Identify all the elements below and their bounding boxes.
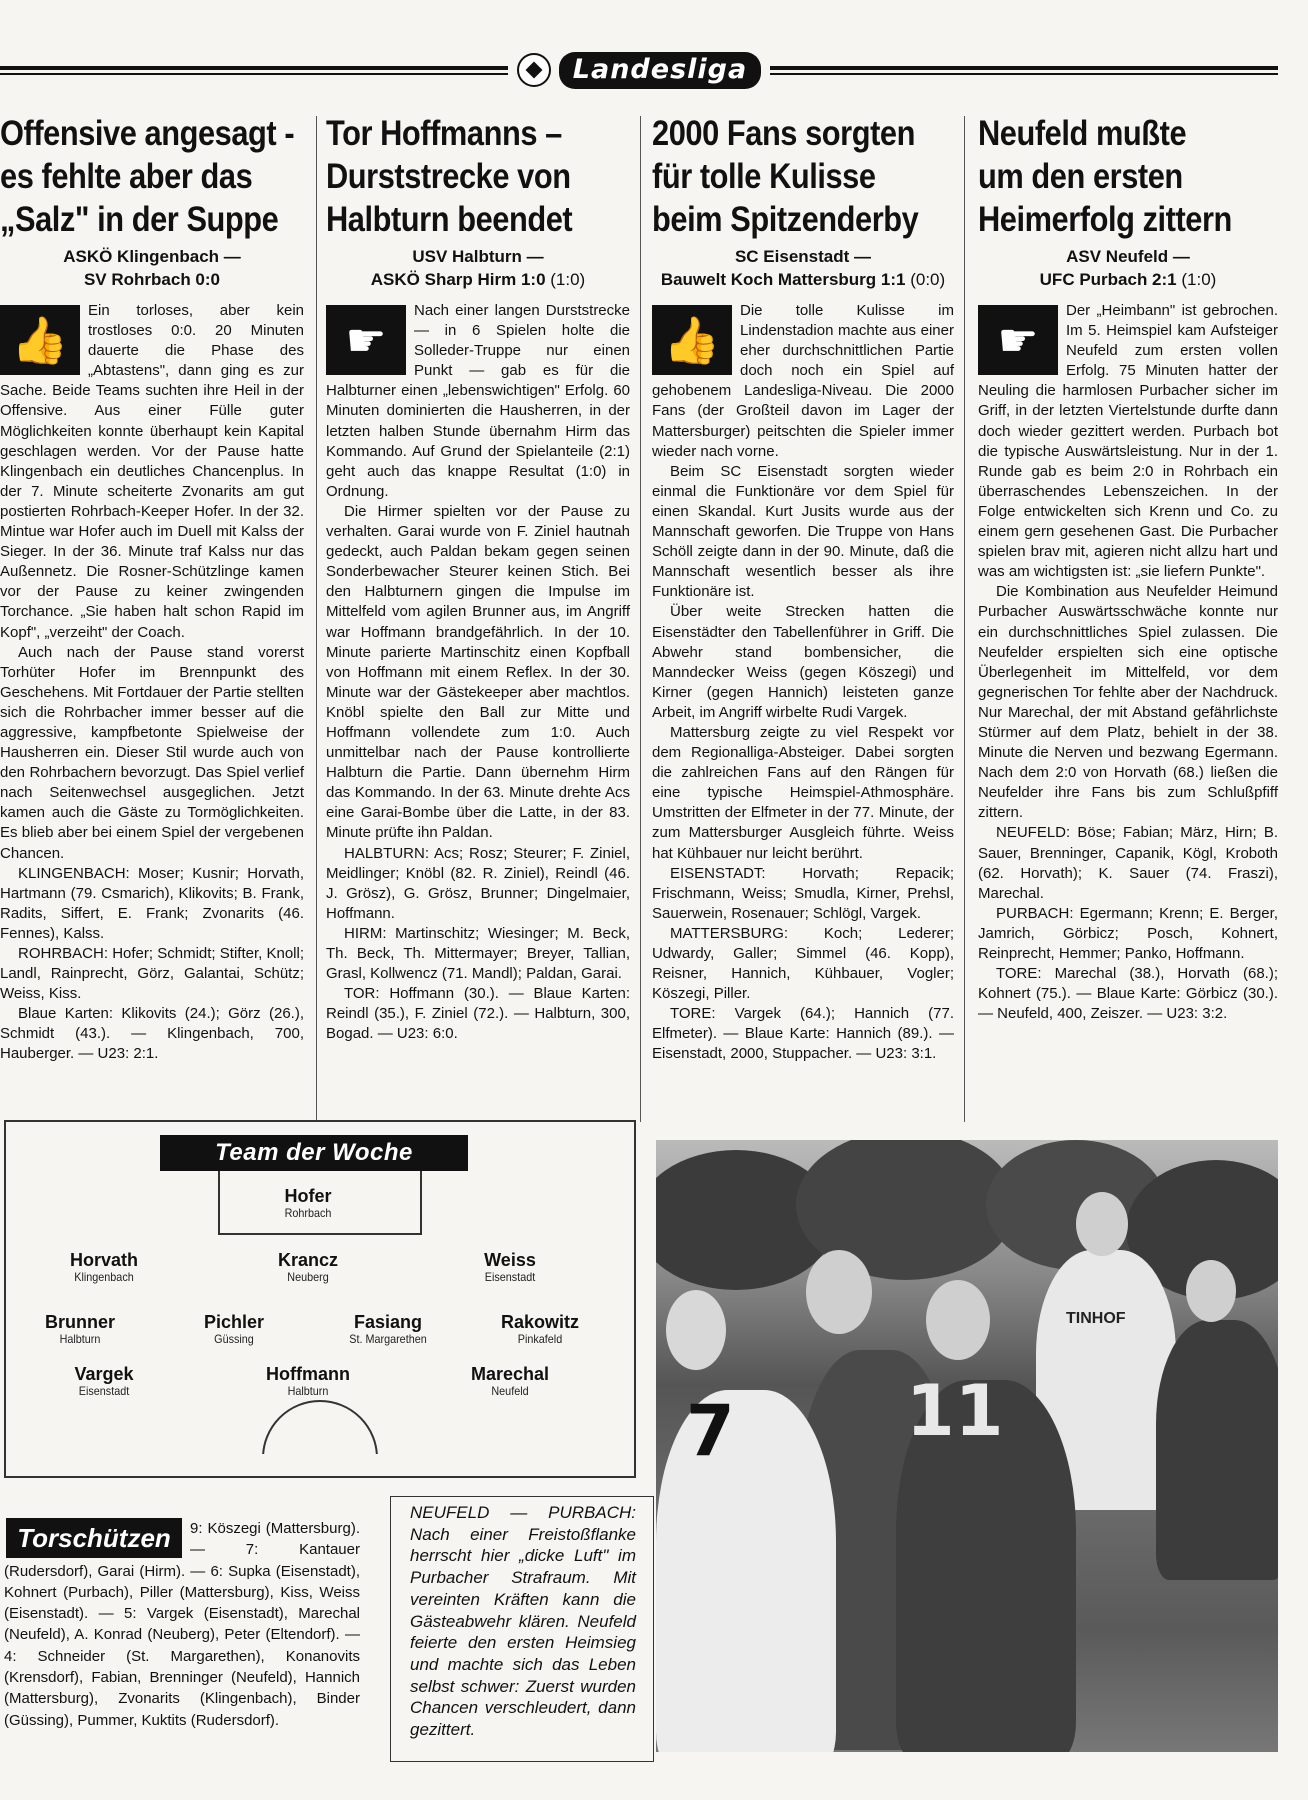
player-goalkeeper: Hofer Rohrbach: [284, 1186, 332, 1220]
article-body: 👍 Ein torloses, aber kein trostloses 0:0. 20 Minuten dauerte die Phase des „Abtastens", dann ging es zur Sache. Beide Teams suchten ihre Heil in der Offensive. Aus einer Fülle guter Möglichkeiten konnte überhaupt kein Kapital geschlagen werden. Vor der Pause hatte Klingenbach ein deutliches Chancenplus. In der 7. Minute scheiterte Zvonarits am gut postierten Rohrbach-Keeper Hofer. In der 32. Mintue war Hofer auch im Duell mit Kalss der Sieger. In der 36. Minute traf Kalss nur das Außennetz. Die Rosner-Schützlinge kamen vor der Pause zu keiner zwingenden Torchance. „Sie haben halt schon Rapid im Kopf", „verzeiht" der Coach. Auch nach der Pause stand vorerst Torhüter Hofer im Brennpunkt des Geschehens. Mit Fortdauer der Partie stellten sich die Rohrbacher immer besser auf die aggressive, kampfbetonte Spielweise der Hausherren ein. Dieser Stil wurde auch von den Rohrbachern bevorzugt. Das Spiel verlief nach Seitenwechsel ausgeglichen. Jetzt kamen auch die Gäste zu Tormöglichkeiten. Es blieb aber bei einem Spiel der vergebenen Chancen. KLINGENBACH: Moser; Kusnir; Horvath, Hartmann (79. Csmarich), Klikovits; B. Frank, Radits, Siffert, E. Frank; Zvonarits (46. Fennes), Kalss. ROHRBACH: Hofer; Schmidt; Stifter, Knoll; Landl, Rainprecht, Görz, Galantai, Schütz; Weiss, Kiss. Blaue Karten: Klikovits (24.); Görz (26.), Schmidt (43.). — Klingenbach, 700, Hauberger. — U23: 2:1.: [0, 301, 304, 1065]
headline: Neufeld mußte um den ersten Heimerfolg zittern: [978, 114, 1232, 239]
lineup: PURBACH: Egermann; Krenn; E. Berger, Jamrich, Görbicz; Posch, Kohnert, Reinprecht, Hemmer; Panko, Hoffmann.: [978, 904, 1278, 962]
jersey-number: 7: [686, 1390, 735, 1472]
photo-caption: NEUFELD — PURBACH: Nach einer Freistoßflanke herrscht hier „dicke Luft" im Purbacher Strafraum. Mit vereinten Kräften kann die Gästeabwehr klären. Neufeld feierte den ersten Heimsieg und machte sich das Leben selbst schwer: Zuerst wurden Chancen verschleudert, dann gezittert.: [410, 1503, 636, 1740]
player-forward-right: Marechal Neufeld: [470, 1364, 550, 1398]
player-midfielder-4: Rakowitz Pinkafeld: [500, 1312, 579, 1346]
column-divider: [640, 116, 641, 1122]
top-scorers-list: 9: Köszegi (Mattersburg). — 7: Kantauer (Rudersdorf), Garai (Hirm). — 6: Supka (Eisenstadt), Kohnert (Purbach), Piller (Mattersburg), Kiss, Weiss (Eisenstadt). — 5: Vargek (Eisenstadt), Marechal (Neufeld), A. Konrad (Neuberg), Peter (Eltendorf). — 4: Schneider (St. Margarethen), Konanovits (Krensdorf), Fabian, Brenninger (Neufeld), Hannich (Mattersburg), Zvonarits (Klingenbach), Binder (Güssing), Pummer, Kuktits (Rudersdorf).: [4, 1520, 360, 1729]
hand-point-icon: ☛: [978, 305, 1058, 375]
match-facts: Blaue Karten: Klikovits (24.); Görz (26.), Schmidt (43.). — Klingenbach, 700, Hauberger. — U23: 2:1.: [0, 1005, 304, 1063]
lineup: KLINGENBACH: Moser; Kusnir; Horvath, Hartmann (79. Csmarich), Klikovits; B. Frank, Radits, Siffert, E. Frank; Zvonarits (46. Fennes), Kalss.: [0, 864, 304, 942]
article-body: 👍 Die tolle Kulisse im Lindenstadion machte aus einer eher durchschnittlichen Partie doch noch ein Spiel auf gehobenem Landesliga-Niveau. Die 2000 Fans (der Großteil davon im Lager der Mattersburger) peitschten die Spieler immer wieder nach vorne. Beim SC Eisenstadt sorgten wieder einmal die Funktionäre vor dem Spiel für einen Skandal. Kurt Jusits wurde aus der Mannschaft geworfen. Die Truppe von Hans Schöll zeigte dann in der 90. Minute, daß die Mannschaft wesentlich besser als ihre Funktionäre ist. Über weite Strecken hatten die Eisenstädter den Tabellenführer in Griff. Die Abwehr stand bombensicher, die Manndecker Weiss (gegen Köszegi) und Kirner (gegen Hannich) leisteten ganze Arbeit, im Angriff wirbelte Rudi Vargek. Mattersburg zeigte zu viel Respekt vor dem Regionalliga-Absteiger. Dabei sorgten die zahlreichen Fans auf den Rängen für eine typische Heimspiel-Athmosphäre. Umstritten der Elfmeter in der 77. Minute, der zum Mattersburger Ausgleich führte. Weiss hat Kühbauer nur leicht berührt. EISENSTADT: Horvath; Repacik; Frischmann, Weiss; Smudla, Kirner, Prehsl, Sauerwein, Rosenauer; Schlögl, Vargek. MATTERSBURG: Koch; Lederer; Udwardy, Galler; Simmel (46. Kopp), Reisner, Hannich, Kühbauer, Vogler; Köszegi, Piller. TORE: Vargek (64.); Hannich (77. Elfmeter). — Blaue Karte: Hannich (89.). — Eisenstadt, 2000, Stuppacher. — U23: 3:1.: [652, 301, 954, 1065]
player-defender-left: Horvath Klingenbach: [69, 1250, 138, 1284]
hand-point-icon: ☛: [326, 305, 406, 375]
article-body: ☛ Der „Heimbann" ist gebrochen. Im 5. Heimspiel kam Aufsteiger Neufeld zum ersten vollen Erfolg. 75 Minuten hatter der Neuling die harmlosen Purbacher sicher im Griff, in der letzten Viertelstunde durfte dann doch wieder gezittert werden. Purbach bot die typische Auswärtsleistung. Nur in der 1. Runde gab es beim 2:0 in Rohrbach ein überraschendes Lebenszeichen. In der Folge entwickelten sich Krenn und Co. zu einem gern gesehenen Gast. Die Purbacher spielen brav mit, agieren nicht allzu hart und was am wichtigsten ist: „sie liefern Punkte". Die Kombination aus Neufelder Heimund Purbacher Auswärtsschwäche konnte nur ein durchschnittliches Spiel zulassen. Die Neufelder erspielten sich eine optische Überlegenheit im Mittelfeld, vor dem gegnerischen Tor fehlte aber der Nachdruck. Nur Marechal, der mit Abstand gefährlichste Stürmer auf dem Platz, behielt in der 38. Minute die Nerven und bezwang Egermann. Nach dem 2:0 von Horvath (68.) ließen die Neufelder ihre Fans bis zum Schlußpfiff zittern. NEUFELD: Böse; Fabian; März, Hirn; B. Sauer, Brenninger, Capanik, Kögl, Kroboth (62. Horvath); K. Sauer (74. Fraszi), Marechal. PURBACH: Egermann; Krenn; E. Berger, Jamrich, Görbicz; Posch, Kohnert, Reinprecht, Hemmer; Panko, Hoffmann. TORE: Marechal (38.), Horvath (68.); Kohnert (75.). — Blaue Karte: Görbicz (30.). — Neufeld, 400, Zeiszer. — U23: 3:2.: [978, 301, 1278, 1024]
jersey-number: 11: [906, 1370, 1004, 1452]
match-teams: SC Eisenstadt — Bauwelt Koch Mattersburg 1:1 (0:0): [660, 247, 946, 289]
section-title: Landesliga: [559, 52, 761, 89]
headline: Offensive angesagt - es fehlte aber das „Salz" in der Suppe: [0, 114, 295, 239]
article-klingenbach-rohrbach: [0, 112, 304, 1065]
article-body: ☛ Nach einer langen Durststrecke — in 6 Spielen holte die Solleder-Truppe nur einen Punkt — gab es für die Halbturner einen „lebenswichtigen" Erfolg. 60 Minuten dominierten die Hausherren, in der letzten halben Stunde übernahm Hirm das Kommando. Auf Grund der Spielanteile (2:1) geht auch das knappe Resultat (1:0) in Ordnung. Die Hirmer spielten vor der Pause zu verhalten. Garai wurde von F. Ziniel hautnah gedeckt, auch Paldan bekam gegen seinen Sonderbewacher Steurer keinen Stich. Bei den Halbturnern gingen die Impulse im Mittelfeld vom agilen Brunner aus, im Angriff war Hoffmann brandgefährlich. In der 10. Minute parierte Martinschitz einen Kopfball von Hoffmann mit einem Reflex. In der 30. Minute war der Gästekeeper aber machtlos. Knöbl spielte den Ball zur Mitte und Hoffmann vollendete zum 1:0. Auch unmittelbar nach der Pause kontrollierte Halbturn die Partie. Dann übernehm Hirm das Kommando. In der 63. Minute drehte Acs eine Garai-Bombe über die Latte, in der 83. Minute prüfte ihn Paldan. HALBTURN: Acs; Rosz; Steurer; F. Ziniel, Meidlinger; Knöbl (82. R. Ziniel), Reindl (46. J. Grösz), G. Grösz, Brunner; Dingelmaier, Hoffmann. HIRM: Martinschitz; Wiesinger; M. Beck, Th. Beck, Th. Mittermayer; Breyer, Tallian, Grasl, Kollwencz (71. Mandl); Paldan, Garai. TOR: Hoffmann (30.). — Blaue Karten: Reindl (35.), F. Ziniel (72.). — Halbturn, 300, Bogad. — U23: 6:0.: [326, 301, 630, 1044]
section-badge: [508, 50, 770, 90]
match-facts: TOR: Hoffmann (30.). — Blaue Karten: Reindl (35.), F. Ziniel (72.). — Halbturn, 300, Bogad. — U23: 6:0.: [326, 985, 630, 1043]
player-defender-right: Weiss Eisenstadt: [484, 1250, 536, 1284]
lineup: HIRM: Martinschitz; Wiesinger; M. Beck, Th. Beck, Th. Mittermayer; Breyer, Tallian, Grasl, Kollwencz (71. Mandl); Paldan, Garai.: [326, 924, 630, 983]
match-teams: ASV Neufeld — UFC Purbach 2:1 (1:0): [1039, 247, 1217, 289]
lineup: NEUFELD: Böse; Fabian; März, Hirn; B. Sauer, Brenninger, Capanik, Kögl, Kroboth (62. Horvath); K. Sauer (74. Fraszi), Marechal.: [978, 824, 1278, 902]
match-facts: TORE: Vargek (64.); Hannich (77. Elfmeter). — Blaue Karte: Hannich (89.). — Eisenstadt, 2000, Stuppacher. — U23: 3:1.: [652, 1005, 954, 1063]
lineup: EISENSTADT: Horvath; Repacik; Frischmann, Weiss; Smudla, Kirner, Prehsl, Sauerwein, Rosenauer; Schlögl, Vargek.: [652, 864, 954, 922]
lineup: ROHRBACH: Hofer; Schmidt; Stifter, Knoll; Landl, Rainprecht, Görz, Galantai, Schütz; Weiss, Kiss.: [0, 945, 304, 1003]
column-divider: [316, 116, 317, 1122]
match-facts: TORE: Marechal (38.), Horvath (68.); Kohnert (75.). — Blaue Karte: Görbicz (30.). — Neufeld, 400, Zeiszer. — U23: 3:2.: [978, 965, 1278, 1023]
player-midfielder-3: Fasiang St. Margarethen: [349, 1312, 427, 1346]
article-eisenstadt-mattersburg: [652, 112, 954, 1065]
football-icon: [517, 53, 551, 87]
player-defender-center: Krancz Neuberg: [277, 1250, 339, 1284]
player-midfielder-2: Pichler Güssing: [203, 1312, 265, 1346]
headline: Tor Hoffmanns – Durststrecke von Halbturn beendet: [326, 114, 573, 239]
lineup: HALBTURN: Acs; Rosz; Steurer; F. Ziniel, Meidlinger; Knöbl (82. R. Ziniel), Reindl (46. J. Grösz), G. Grösz, Brunner; Dingelmaier, Hoffmann.: [326, 844, 630, 922]
team-of-the-week-title: Team der Woche: [160, 1135, 468, 1171]
lineup: MATTERSBURG: Koch; Lederer; Udwardy, Galler; Simmel (46. Kopp), Reisner, Hannich, Kühbauer, Vogler; Köszegi, Piller.: [652, 924, 954, 1003]
player-forward-left: Vargek Eisenstadt: [74, 1364, 134, 1398]
match-teams: ASKÖ Klingenbach — SV Rohrbach 0:0: [63, 247, 241, 289]
headline: 2000 Fans sorgten für tolle Kulisse beim Spitzenderby: [652, 114, 919, 239]
article-neufeld-purbach: [978, 112, 1278, 1024]
column-divider: [964, 116, 965, 1122]
player-forward-center: Hoffmann Halbturn: [266, 1364, 350, 1398]
jersey-sponsor: TINHOF: [1066, 1310, 1126, 1327]
player-midfielder-1: Brunner Halbturn: [44, 1312, 115, 1346]
match-teams: USV Halbturn — ASKÖ Sharp Hirm 1:0 (1:0): [370, 247, 586, 289]
thumbs-up-icon: 👍: [0, 305, 80, 375]
article-halbturn-hirm: [326, 112, 630, 1044]
thumbs-up-icon: 👍: [652, 305, 732, 375]
match-photo: [656, 1140, 1278, 1752]
top-scorers-title: Torschützen: [6, 1518, 182, 1558]
